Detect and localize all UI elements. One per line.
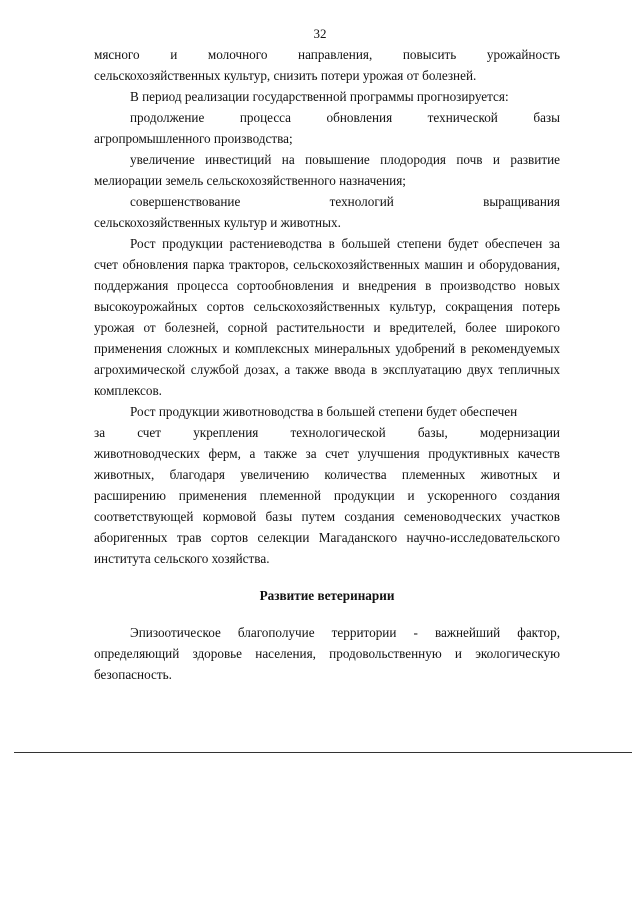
page-number: 32 xyxy=(313,26,327,41)
document-body xyxy=(94,44,560,685)
paragraph: за счет укрепления технологической базы, модернизации xyxy=(94,425,560,440)
paragraph: сельскохозяйственных культур, снизить потери урожая от болезней. xyxy=(94,68,477,83)
paragraph: Рост продукции растениеводства в большей степени будет обеспечен за счет обновления парка тракторов, сельскохозяйственных машин и оборудования, поддержания процесса сортообновления и внедрения в производство новых высокоурожайных сортов сельскохозяйственных культур, сокращения потерь урожая от болезней, сорной растительности и вредителей, более широкого применения сложных и комплексных минеральных удобрений в рекомендуемых агрохимической службой дозах, а также ввода в эксплуатацию двух тепличных комплексов. xyxy=(94,236,560,398)
paragraph: животноводческих ферм, а также за счет улучшения продуктивных качеств животных, благодаря увеличению количества племенных животных и расширению применения племенной продукции и ускоренного создания соответствующей кормовой базы путем создания семеноводческих участков аборигенных трав сортов селекции Магаданского научно-исследовательского института сельского хозяйства. xyxy=(94,446,560,566)
section-heading: Развитие ветеринарии xyxy=(259,588,395,603)
paragraph: Рост продукции животноводства в большей степени будет обеспечен xyxy=(130,404,518,419)
paragraph: Эпизоотическое благополучие территории - важнейший фактор, определяющий здоровье населения, продовольственную и экологическую безопасность. xyxy=(94,625,560,682)
list-item: агропромышленного производства; xyxy=(94,131,293,146)
paragraph: мясного и молочного направления, повысить урожайность xyxy=(94,47,560,62)
list-item: совершенствование технологий выращивания xyxy=(130,194,560,209)
list-item: увеличение инвестиций на повышение плодородия почв и развитие мелиорации земель сельскохозяйственного назначения; xyxy=(94,152,560,188)
list-item: сельскохозяйственных культур и животных. xyxy=(94,215,341,230)
paragraph: В период реализации государственной программы прогнозируется: xyxy=(130,89,509,104)
footer-rule xyxy=(14,752,632,753)
list-item: продолжение процесса обновления технической базы xyxy=(130,110,560,125)
